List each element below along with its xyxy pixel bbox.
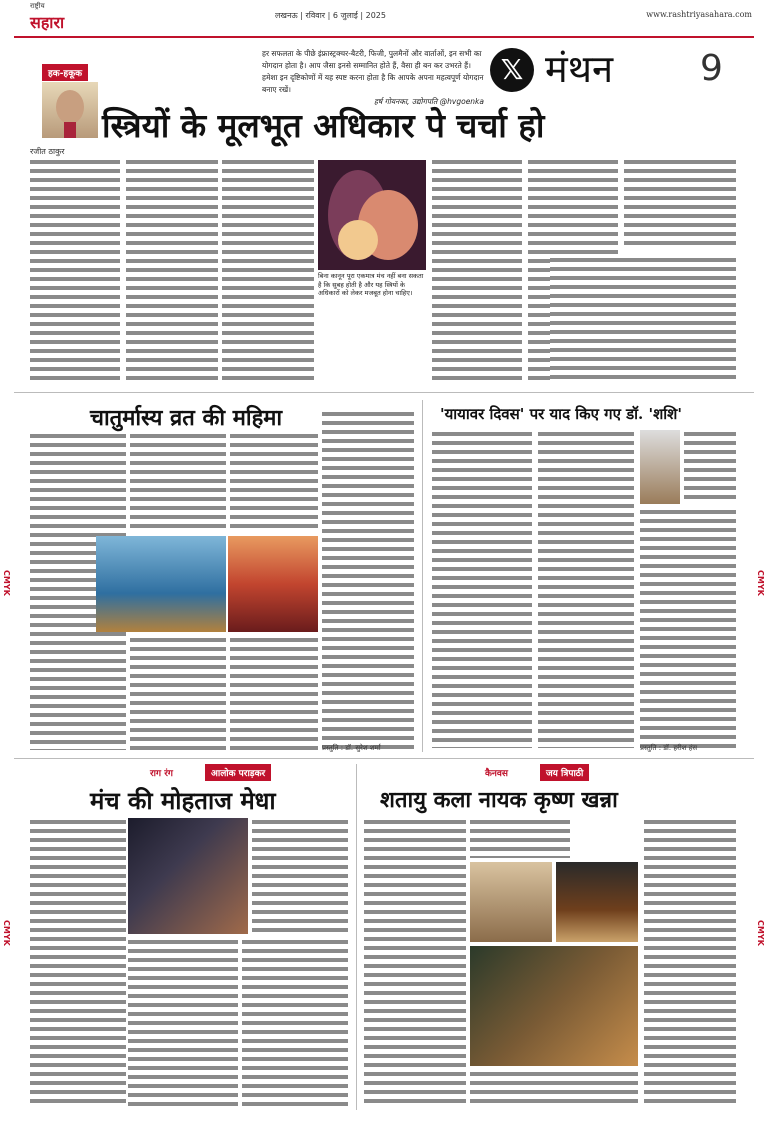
lead-caption: बिना कानून पूरा एकमात्र मंच नहीं बना सकता है कि सुबह होती है और यह स्त्रियों के अधिकारों को लेकर मजबूत होना चाहिए। <box>318 272 424 297</box>
painting-image-1 <box>470 862 552 942</box>
lead-column-3 <box>222 158 314 384</box>
shatayu-caption <box>470 1070 638 1108</box>
shashi-byline: प्रस्तुति : डॉ. हरीश हंस <box>640 744 698 752</box>
lead-column-2 <box>126 158 218 384</box>
page-header <box>0 0 768 36</box>
lead-highlight <box>550 256 736 384</box>
chaturmasya-col-4 <box>130 636 226 750</box>
shatayu-col-3 <box>644 818 736 1108</box>
column-tag: हक-हकूक <box>42 64 88 81</box>
manch-column-tag: राग रंग <box>150 769 173 779</box>
x-logo-icon: 𝕏 <box>490 48 534 92</box>
chaturmasya-headline: चातुर्मास्य व्रत की महिमा <box>90 405 283 431</box>
manch-col-4 <box>242 938 348 1108</box>
shashi-col-2 <box>538 430 634 748</box>
cmyk-mark: CMYK <box>2 920 11 946</box>
chaturmasya-col-5 <box>230 636 318 750</box>
cmyk-mark: CMYK <box>2 570 11 596</box>
shatayu-col-2 <box>470 818 570 858</box>
shashi-col-1 <box>432 430 532 748</box>
shashi-col-3 <box>684 430 736 504</box>
artist-photo <box>470 946 638 1066</box>
shatayu-col-1 <box>364 818 466 1108</box>
divider <box>356 764 357 1110</box>
chaturmasya-byline: प्रस्तुति : डॉ. सुरेश शर्मा <box>322 744 381 752</box>
shashi-col-4 <box>640 508 736 748</box>
quote-text: हर सफलता के पीछे इंफ्रास्ट्रक्चर-बैटरी, फिजी, पुलमैनों और वार्ताओं, इन सभी का योगदान होता है। आप जैसा इनसे सम्मानित होते हैं, वैसा ही बन कर उभरते हैं। हमेशा इन दृष्टिकोणों में यह स्पष्ट करना होता है कि आपके अपना महत्वपूर्ण योगदान बनाए रखें। <box>262 49 484 94</box>
shatayu-headline: शतायु कला नायक कृष्ण खन्ना <box>380 787 618 813</box>
manch-col-2 <box>252 818 348 934</box>
lead-column-1 <box>30 158 120 384</box>
brand-logo: राष्ट्रीय सहारा <box>30 2 65 32</box>
divider <box>422 400 423 752</box>
manch-author: आलोक पराड़कर <box>205 764 271 781</box>
divider <box>14 758 754 759</box>
worship-photo <box>228 536 318 632</box>
page-number: 9 <box>700 48 723 89</box>
lead-column-4 <box>432 158 522 384</box>
chaturmasya-col-3 <box>230 432 318 532</box>
manch-headline: मंच की मोहताज मेधा <box>90 786 276 815</box>
shashi-headline: 'यायावर दिवस' पर याद किए गए डॉ. 'शशि' <box>440 405 682 423</box>
vishnu-illustration <box>96 536 226 632</box>
chaturmasya-col-6 <box>322 410 414 750</box>
section-title: मंथन <box>545 47 614 91</box>
edition-dateline: लखनऊ | रविवार | 6 जुलाई | 2025 <box>275 11 386 20</box>
painting-image-2 <box>556 862 638 942</box>
lead-illustration <box>318 160 426 270</box>
shatayu-author: जय त्रिपाठी <box>540 764 589 781</box>
shatayu-column-tag: कैनवस <box>485 769 508 779</box>
website-url[interactable]: www.rashtriyasahara.com <box>646 10 752 19</box>
divider <box>14 392 754 393</box>
tweet-quote <box>262 48 484 108</box>
manch-col-1 <box>30 818 126 1108</box>
shashi-portrait <box>640 430 680 504</box>
author-photo <box>42 82 98 138</box>
lead-column-6 <box>624 158 736 248</box>
header-rule <box>14 36 754 38</box>
chaturmasya-col-2 <box>130 432 226 532</box>
lead-byline: रजीत ठाकुर <box>30 147 65 156</box>
manch-performance-photo <box>128 818 248 934</box>
cmyk-mark: CMYK <box>756 920 765 946</box>
lead-headline: स्त्रियों के मूलभूत अधिकार पे चर्चा हो <box>102 106 545 145</box>
quote-author: हर्ष गोयनका, उद्योगपति @hvgoenka <box>373 97 484 106</box>
manch-col-3 <box>128 938 238 1108</box>
cmyk-mark: CMYK <box>756 570 765 596</box>
